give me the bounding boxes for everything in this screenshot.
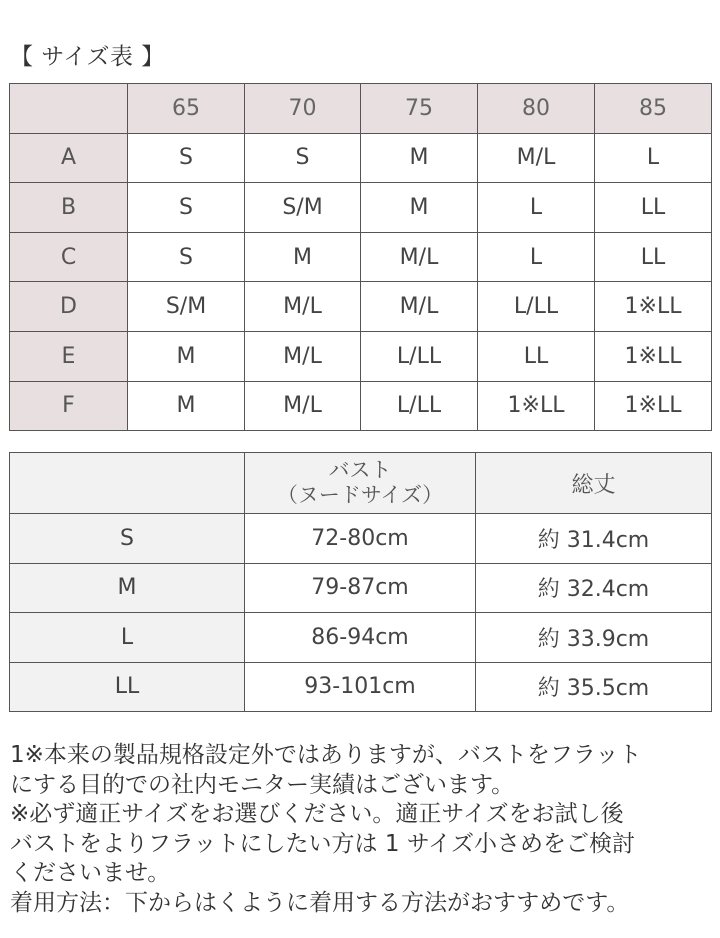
size-chart-row-header: B <box>10 183 128 233</box>
table-row <box>10 514 712 564</box>
table-row <box>10 282 712 332</box>
size-chart-cell: S <box>245 133 361 183</box>
note-line: くださいませ。 <box>10 860 171 886</box>
length-header: 総丈 <box>476 453 712 514</box>
length-value-cell: 約 31.4cm <box>476 514 712 564</box>
note-line: 1※本来の製品規格設定外ではありますが、バストをフラット <box>10 742 642 768</box>
bust-value-cell: 79-87cm <box>245 563 476 613</box>
length-value-cell: 約 33.9cm <box>476 613 712 663</box>
size-chart-cell: L/LL <box>361 381 478 431</box>
measurement-table <box>9 452 712 712</box>
page-title: 【 サイズ表 】 <box>10 44 165 70</box>
size-chart-cell: M <box>128 331 245 381</box>
size-chart-cell: M/L <box>361 232 478 282</box>
note-line: ※必ず適正サイズをお選びください。適正サイズをお試し後 <box>10 801 624 827</box>
table-row <box>10 613 712 663</box>
size-chart-cell: M <box>245 232 361 282</box>
size-chart-cell: L <box>478 183 595 233</box>
note-line: にする目的での社内モニター実績はございます。 <box>10 771 515 798</box>
size-chart-cell: M/L <box>361 282 478 332</box>
size-chart-cell: M/L <box>245 331 361 381</box>
size-chart-table <box>9 83 712 431</box>
size-chart-cell: M/L <box>245 282 361 332</box>
size-chart-cell: M <box>128 381 245 431</box>
size-chart-col-header: 85 <box>595 84 712 134</box>
size-chart-cell: M <box>361 133 478 183</box>
size-chart-cell: 1※LL <box>595 381 712 431</box>
table-row <box>10 232 712 282</box>
measurement-size-cell: S <box>10 514 245 564</box>
measurement-size-cell: LL <box>10 662 245 712</box>
size-chart-cell: L/LL <box>361 331 478 381</box>
size-chart-cell: L <box>595 133 712 183</box>
size-chart-col-header: 70 <box>245 84 361 134</box>
size-chart-cell: LL <box>595 183 712 233</box>
table-row <box>10 133 712 183</box>
length-value-cell: 約 35.5cm <box>476 662 712 712</box>
size-chart-row-header: C <box>10 232 128 282</box>
size-chart-cell: M/L <box>245 381 361 431</box>
size-chart-cell: S/M <box>245 183 361 233</box>
table-row <box>10 381 712 431</box>
size-chart-cell: LL <box>478 331 595 381</box>
bust-header-note: （ヌードサイズ） <box>276 483 444 507</box>
size-chart-corner-cell <box>10 84 128 134</box>
size-chart-cell: 1※LL <box>478 381 595 431</box>
bust-value-cell: 93-101cm <box>245 662 476 712</box>
bust-header <box>245 453 476 514</box>
size-chart-cell: 1※LL <box>595 282 712 332</box>
table-row <box>10 662 712 712</box>
size-chart-cell: S <box>128 133 245 183</box>
size-chart-cell: L/LL <box>478 282 595 332</box>
size-chart-cell: LL <box>595 232 712 282</box>
note-line: バストをよりフラットにしたい方は 1 サイズ小さめをご検討 <box>10 830 635 857</box>
note-line: 着用方法：下からはくように着用する方法がおすすめです。 <box>10 889 630 916</box>
size-chart-col-header: 80 <box>478 84 595 134</box>
measurement-size-cell: L <box>10 613 245 663</box>
size-chart-cell: M/L <box>478 133 595 183</box>
size-chart-cell: 1※LL <box>595 331 712 381</box>
measurement-header-row <box>10 453 712 514</box>
table-row <box>10 331 712 381</box>
size-chart-row-header: F <box>10 381 128 431</box>
table-row <box>10 563 712 613</box>
size-chart-row-header: E <box>10 331 128 381</box>
size-chart-row-header: A <box>10 133 128 183</box>
size-chart-cell: S <box>128 232 245 282</box>
length-value-cell: 約 32.4cm <box>476 563 712 613</box>
measurement-corner-cell <box>10 453 245 514</box>
bust-header-label: バスト <box>328 458 392 482</box>
bust-value-cell: 86-94cm <box>245 613 476 663</box>
size-chart-col-header: 65 <box>128 84 245 134</box>
table-row <box>10 183 712 233</box>
bust-value-cell: 72-80cm <box>245 514 476 564</box>
size-chart-header-row <box>10 84 712 134</box>
size-chart-cell: S/M <box>128 282 245 332</box>
size-chart-cell: L <box>478 232 595 282</box>
notes-section <box>10 741 715 918</box>
size-chart-cell: M <box>361 183 478 233</box>
measurement-size-cell: M <box>10 563 245 613</box>
size-chart-col-header: 75 <box>361 84 478 134</box>
size-chart-row-header: D <box>10 282 128 332</box>
size-chart-cell: S <box>128 183 245 233</box>
